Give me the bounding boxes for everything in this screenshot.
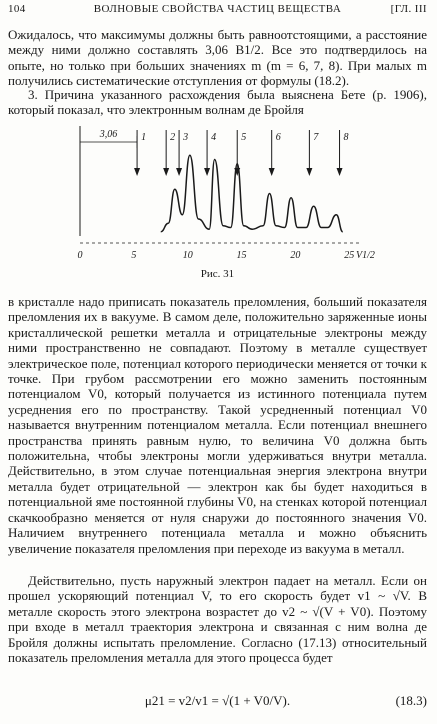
x-tick-15: 15	[236, 250, 247, 261]
marker-label-8: 8	[343, 132, 349, 143]
marker-label-7: 7	[313, 132, 319, 143]
x-tick-20: 20	[290, 250, 301, 261]
x-tick-0: 0	[77, 250, 83, 261]
x-tick-5: 5	[131, 250, 137, 261]
marker-arrowhead-1	[134, 168, 140, 176]
marker-arrowhead-3	[176, 168, 182, 176]
marker-arrowhead-7	[306, 168, 312, 176]
marker-label-2: 2	[170, 132, 176, 143]
marker-arrowhead-8	[337, 168, 343, 176]
paragraph-4: Действительно, пусть наружный электрон падает на металл. Если он прошел ускоряющий потенциал V, то его скорость будет v1 ~ √V. В металле скорость этого электрона возрастет до v2 ~ √(V + V0). Поэтому при входе в металл траектория электрона и связанная с ним волна де Бройля должны испытать преломление. Согласно (17.13) относительный показатель преломления металла для этого процесса будет	[8, 573, 427, 666]
x-unit-label: V1/2	[356, 250, 375, 261]
marker-arrowhead-2	[163, 168, 169, 176]
paragraph-3: в кристалле надо приписать показатель преломления, больший показателя преломления их в вакууме. В самом деле, положительно заряженные ионы кристаллической решетки металла и отрицательные электроны между ними пространственно не совпадают. Поэтому в металле существует электрическое поле, потенциал которого периодически меняется от точки к точке. При грубом рассмотрении его можно заменить постоянным потенциалом V0, который получается из истинного потенциала путем усреднения его по пространству. Такой усредненный потенциал V0 называется внутренним потенциалом металла. Если потенциал внешнего пространства принять равным нулю, то величина V0 должна быть положительна, чтобы электроны могли удерживаться внутри металла. Действительно, в этом случае потенциальная энергия электрона внутри металла будет отрицательной — электрон как бы будет находиться в потенциальной яме постоянной глубины V0, на стенках которой потенциал скачкообразно меняется от нуля снаружи до постоянного значения V0. Наличием внутреннего потенциала металла и можно объяснить увеличение показателя преломления при переходе из вакуума в металл.	[8, 294, 427, 556]
paragraph-2: 3. Причина указанного расхождения была выяснена Бете (р. 1906), который показал, что электронным волнам де Бройля	[8, 87, 427, 118]
paragraph-1: Ожидалось, что максимумы должны быть равноотстоящими, а расстояние между ними должно составлять 3,06 В1/2. Все это подтвердилось на опыте, но только при больших значениях m (m = 6, 7, 8). При малых m получились систематические отступления от формулы (18.2).	[8, 27, 427, 89]
formula-expression: μ21 = v2/v1 = √(1 + V0/V).	[144, 693, 291, 708]
figure-caption: Рис. 31	[200, 268, 235, 280]
interval-label: 3,06	[99, 129, 118, 140]
formula-18-3	[8, 693, 427, 709]
equation-number: (18.3)	[395, 693, 427, 708]
marker-label-5: 5	[241, 132, 247, 143]
intensity-curve	[161, 155, 343, 232]
marker-label-6: 6	[275, 132, 281, 143]
figure-31-plot	[70, 118, 375, 268]
marker-label-4: 4	[211, 132, 217, 143]
x-tick-10: 10	[182, 250, 193, 261]
running-title: ВОЛНОВЫЕ СВОЙСТВА ЧАСТИЦ ВЕЩЕСТВА	[93, 3, 342, 15]
marker-label-1: 1	[141, 132, 147, 143]
marker-arrowhead-6	[269, 168, 275, 176]
marker-label-3: 3	[183, 132, 189, 143]
x-tick-25: 25	[344, 250, 355, 261]
page-number: 104	[8, 3, 26, 15]
marker-arrowhead-4	[204, 168, 210, 176]
chapter-marker: [ГЛ. III	[390, 3, 427, 15]
running-header	[8, 3, 427, 19]
